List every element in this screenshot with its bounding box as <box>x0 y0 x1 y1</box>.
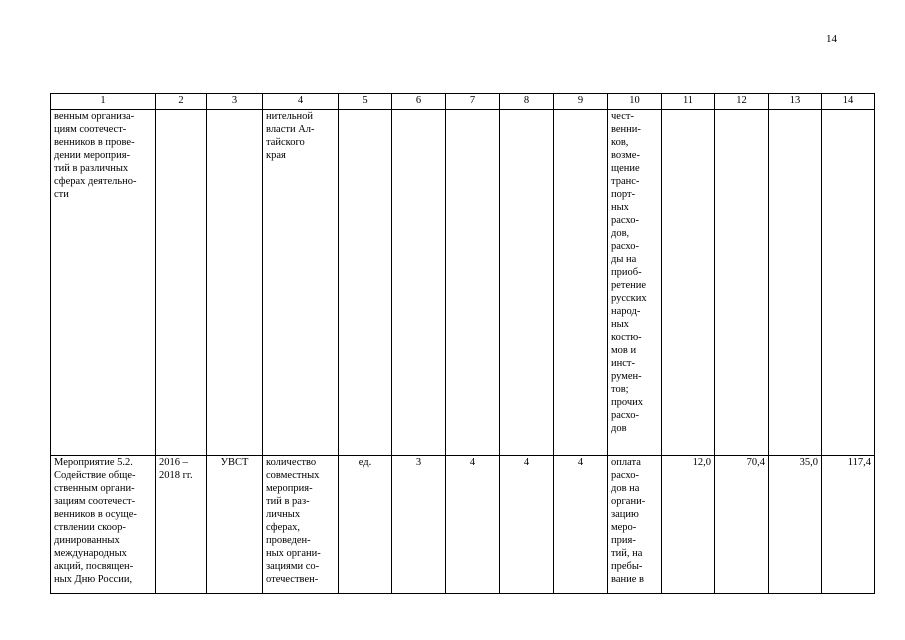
table-cell: ед. <box>339 456 392 594</box>
header-row <box>51 94 875 110</box>
table-cell: чест- венни- ков, возме- щение транс- порт- ных расхо- дов, расхо- ды на приоб- ретение русских народ- ных костю- мов и инст- румен- тов; прочих расхо- дов <box>608 110 662 456</box>
header-cell: 11 <box>662 94 715 110</box>
table-cell: УВСТ <box>207 456 263 594</box>
header-cell: 2 <box>156 94 207 110</box>
table-cell <box>822 110 875 456</box>
header-cell: 5 <box>339 94 392 110</box>
header-cell: 7 <box>446 94 500 110</box>
page-number: 14 <box>826 33 837 45</box>
table-cell <box>207 110 263 456</box>
table-cell: 12,0 <box>662 456 715 594</box>
header-cell: 6 <box>392 94 446 110</box>
table-cell <box>446 110 500 456</box>
header-cell: 9 <box>554 94 608 110</box>
table-cell: 4 <box>446 456 500 594</box>
header-cell: 8 <box>500 94 554 110</box>
table-cell <box>554 110 608 456</box>
table-cell <box>339 110 392 456</box>
table-cell: 3 <box>392 456 446 594</box>
table-cell: 4 <box>500 456 554 594</box>
header-cell: 4 <box>263 94 339 110</box>
table-cell: 70,4 <box>715 456 769 594</box>
table-row <box>51 110 875 456</box>
table-cell: количество совместных мероприя- тий в раз- личных сферах, проведен- ных органи- зациями со- отечествен- <box>263 456 339 594</box>
header-cell: 1 <box>51 94 156 110</box>
table-cell <box>156 110 207 456</box>
header-cell: 10 <box>608 94 662 110</box>
table-cell: Мероприятие 5.2. Содействие обще- ственным органи- зациям соотечест- венников в осуще- ствлении скоор- динированных международных акций, посвящен- ных Дню России, <box>51 456 156 594</box>
table-cell: оплата расхо- дов на органи- зацию меро- прия- тий, на пребы- вание в <box>608 456 662 594</box>
table-cell <box>392 110 446 456</box>
table-cell: нительной власти Ал- тайского края <box>263 110 339 456</box>
header-cell: 12 <box>715 94 769 110</box>
table-cell <box>769 110 822 456</box>
table-row <box>51 456 875 594</box>
table-cell <box>662 110 715 456</box>
budget-table <box>50 93 875 594</box>
header-cell: 13 <box>769 94 822 110</box>
table-cell: венным организа- циям соотечест- венников в прове- дении мероприя- тий в различных сферах деятельно- сти <box>51 110 156 456</box>
table-cell: 35,0 <box>769 456 822 594</box>
table-cell: 4 <box>554 456 608 594</box>
table-cell: 2016 – 2018 гг. <box>156 456 207 594</box>
table-cell <box>500 110 554 456</box>
table-cell <box>715 110 769 456</box>
header-cell: 3 <box>207 94 263 110</box>
header-cell: 14 <box>822 94 875 110</box>
table-cell: 117,4 <box>822 456 875 594</box>
